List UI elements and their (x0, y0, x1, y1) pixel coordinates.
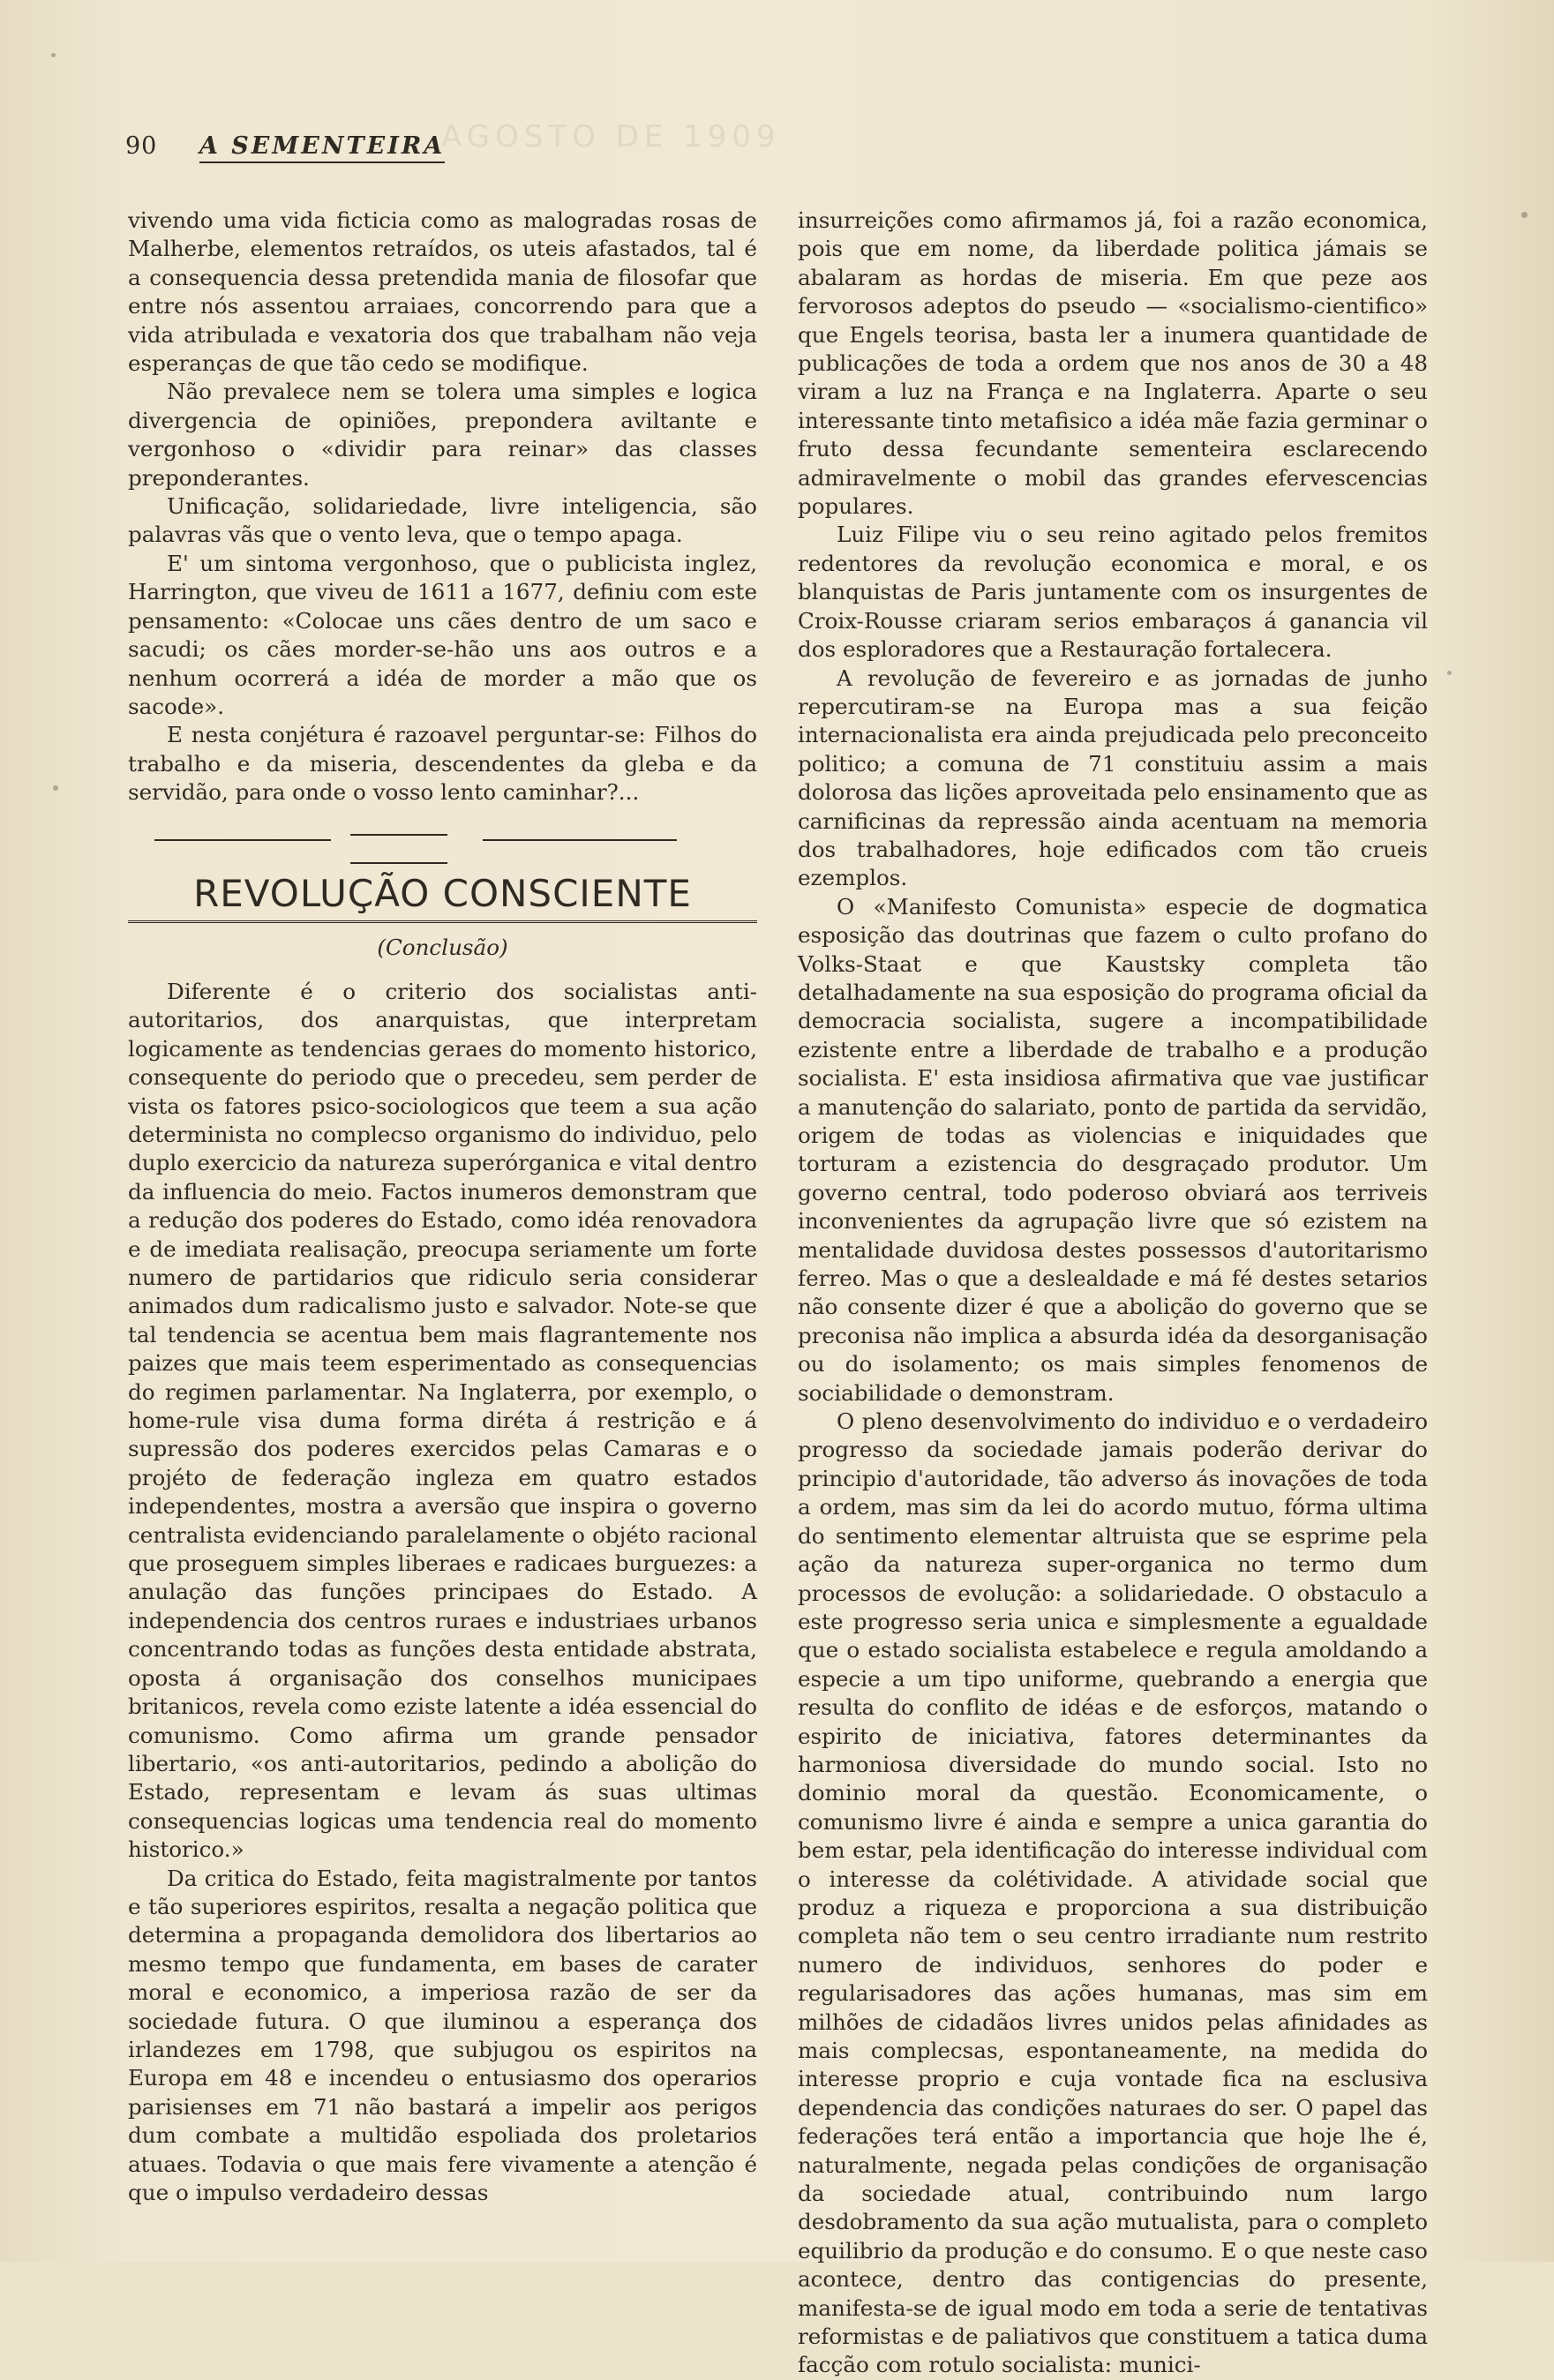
paragraph: Luiz Filipe viu o seu reino agitado pelos fremitos redentores da revolução economica e moral, e os blanquistas de Paris juntamente com os insurgentes de Croix-Rousse criaram serios embaraços á ganancia vil dos esploradores que a Restauração fortalecera. (798, 522, 1428, 663)
divider-rule (350, 834, 447, 836)
paragraph: O pleno desenvolvimento do individuo e o verdadeiro progresso da sociedade jamais poderão derivar do principio d'autoridade, tão adverso ás inovações de toda a ordem, mas sim da lei do acordo mutuo, fórma ultima do sentimento elementar altruista que se esprime pela ação da natureza super-organica no termo dum processos de evolução: a solidariedade. O obstaculo a este progresso seria unica e simplesmente a egualdade que o estado socialista estabelece e regula amoldando a especie a um tipo uniforme, quebrando a energia que resulta do conflito de idéas e de esforços, matando o espirito de iniciativa, fatores determinantes da harmoniosa diversidade do mundo social. Isto no dominio moral da questão. Economicamente, o comunismo livre é ainda e sempre a unica garantia do bem estar, pela identificação do interesse individual com o interesse da colétividade. A atividade social que produz a riqueza e proporciona a sua distribuição completa não tem o seu centro irradiante num restrito numero de individuos, senhores do poder e regularisadores das ações humanas, mas sim em milhões de cidadãos livres unidos pelas afinidades as mais complecsas, espontaneamente, na medida do interesse proprio e cuja vontade fica na esclusiva dependencia das condições naturaes do ser. O papel das federações terá então a importancia que hoje lhe é, naturalmente, negada pelas condições de organisação da sociedade atual, contribuindo num largo desdobramento da sua ação mutualista, para o completo equilibrio da produção e do consumo. E o que neste caso acontece, dentro das contigencias do presente, manifesta-se de igual modo em toda a serie de tentativas reformistas e de paliativos que constituem a tatica duma facção com rotulo socialista: munici- (798, 1408, 1428, 2378)
paragraph: O «Manifesto Comunista» especie de dogmatica esposição das doutrinas que fazem o culto profano do Volks-Staat e que Kaustsky completa tão detalhadamente na sua esposição do programa oficial da democracia socialista, sugere a incompatibilidade ezistente entre a liberdade de trabalho e a produção socialista. E' esta insidiosa afirmativa que vae justificar a manutenção do salariato, ponto de partida da servidão, origem de todas as violencias e iniquidades que torturam a ezistencia do desgraçado produtor. Um governo central, todo poderoso obviará aos terriveis inconvenientes da agrupação livre que só ezistem na mentalidade duvidosa destes possessos d'autoritarismo ferreo. Mas o que a deslealdade e má fé destes setarios não consente dizer é que a abolição do governo que se preconisa não implica a absurda idéa da desorganisação ou do isolamento; os mais simples fenomenos de sociabilidade o demonstram. (798, 893, 1428, 1406)
paragraph: E nesta conjétura é razoavel perguntar-se: Filhos do trabalho e da miseria, descendentes da gleba e da servidão, para onde o vosso lento caminhar?... (128, 722, 757, 806)
show-through-text: AGOSTO DE 1909 (441, 119, 781, 154)
divider-rule (154, 839, 331, 841)
paragraph: A revolução de fevereiro e as jornadas de junho repercutiram-se na Europa mas a sua feição internacionalista era ainda prejudicada pelo preconceito politico; a comuna de 71 constituiu assim a mais dolorosa das lições aproveitada pelo ensinamento que as carnificinas da repressão ainda acentuam na memoria dos trabalhadores, hoje edificados com tão crueis ezemplos. (798, 664, 1428, 891)
paragraph: insurreições como afirmamos já, foi a razão economica, pois que em nome, da liberdade politica jámais se abalaram as hordas de miseria. Em que peze aos fervorosos adeptos do pseudo — «socialismo-cientifico» que Engels teorisa, basta ler a inumera quantidade de publicações de toda a ordem que nos anos de 30 a 48 viram a luz na França e na Inglaterra. Aparte o seu interessante tinto metafisico a idéa mãe fazia germinar o fruto dessa fecundante sementeira esclarecendo admiravelmente o mobil das grandes efervescencias populares. (798, 207, 1428, 520)
paragraph: Diferente é o criterio dos socialistas anti-autoritarios, dos anarquistas, que interpretam logicamente as tendencias geraes do momento historico, consequente do periodo que o precedeu, sem perder de vista os fatores psico-sociologicos que teem a sua ação determinista no complecso organismo do individuo, pelo duplo exercicio da natureza superórganica e vital dentro da influencia do meio. Factos inumeros demonstram que a redução dos poderes do Estado, como idéa renovadora e de imediata realisação, preocupa seriamente um forte numero de partidarios que ridiculo seria considerar animados dum radicalismo justo e salvador. Note-se que tal tendencia se acentua bem mais flagrantemente nos paizes que mais teem esperimentado as consequencias do regimen parlamentar. Na Inglaterra, por exemplo, o home-rule visa duma forma diréta á restrição e á supressão dos poderes exercidos pelas Camaras e o projéto de federação ingleza em quatro estados independentes, mostra a aversão que inspira o governo centralista evidenciando paralelamente o objéto racional que proseguem simples liberaes e radicaes burguezes: a anulação das funções principaes do Estado. A independencia dos centros ruraes e industriaes urbanos concentrando todas as funções desta entidade abstrata, oposta á organisação dos conselhos municipaes britanicos, revela como eziste latente a idéa essencial do comunismo. Como afirma um grande pensador libertario, «os anti-autoritarios, pedindo a abolição do Estado, representam e levam ás suas ultimas consequencias logicas uma tendencia real do momento historico.» (128, 978, 757, 1863)
page-number: 90 (125, 132, 158, 160)
divider-rule (483, 839, 677, 841)
paper-speck (1521, 212, 1528, 218)
paper-speck (1447, 671, 1452, 675)
paragraph: Da critica do Estado, feita magistralmente por tantos e tão superiores espiritos, resalta a negação politica que determina a propaganda demolidora dos libertarios ao mesmo tempo que fundamenta, em bases de carater moral e economico, a imperiosa razão de ser da sociedade futura. O que iluminou a esperança dos irlandezes em 1798, que subjugou os espiritos na Europa em 48 e incendeu o entusiasmo dos operarios parisienses em 71 não bastará a impelir aos perigos dum combate a multidão espoliada dos proletarios atuaes. Todavia o que mais fere vivamente a atenção é que o impulso verdadeiro dessas (128, 1865, 757, 2205)
right-column (798, 206, 1428, 2380)
left-column (128, 206, 757, 2207)
publication-title: A SEMENTEIRA (199, 132, 445, 163)
running-head (125, 132, 445, 160)
article-title: REVOLUÇÃO CONSCIENTE (128, 871, 757, 923)
paragraph: Unificação, solidariedade, livre inteligencia, são palavras vãs que o vento leva, que o tempo apaga. (128, 493, 757, 548)
paper-speck (53, 785, 58, 791)
paragraph: E' um sintoma vergonhoso, que o publicista inglez, Harrington, que viveu de 1611 a 1677, definiu com este pensamento: «Colocae uns cães dentro de um saco e sacudi; os cães morder-se-hão uns aos outros e a nenhum ocorrerá a idéa de morder a mão que os sacode». (128, 550, 757, 719)
paper-speck (51, 53, 56, 57)
section-divider (128, 807, 757, 871)
article-subtitle: (Conclusão) (377, 934, 508, 960)
divider-rule (350, 862, 447, 864)
paragraph: Não prevalece nem se tolera uma simples e logica divergencia de opiniões, prepondera aviltante e vergonhoso o «dividir para reinar» das classes preponderantes. (128, 379, 757, 491)
paragraph: vivendo uma vida ficticia como as malogradas rosas de Malherbe, elementos retraídos, os uteis afastados, tal é a consequencia dessa pretendida mania de filosofar que entre nós assentou arraiaes, concorrendo para que a vida atribulada e vexatoria dos que trabalham não veja esperanças de que tão cedo se modifique. (128, 207, 757, 377)
